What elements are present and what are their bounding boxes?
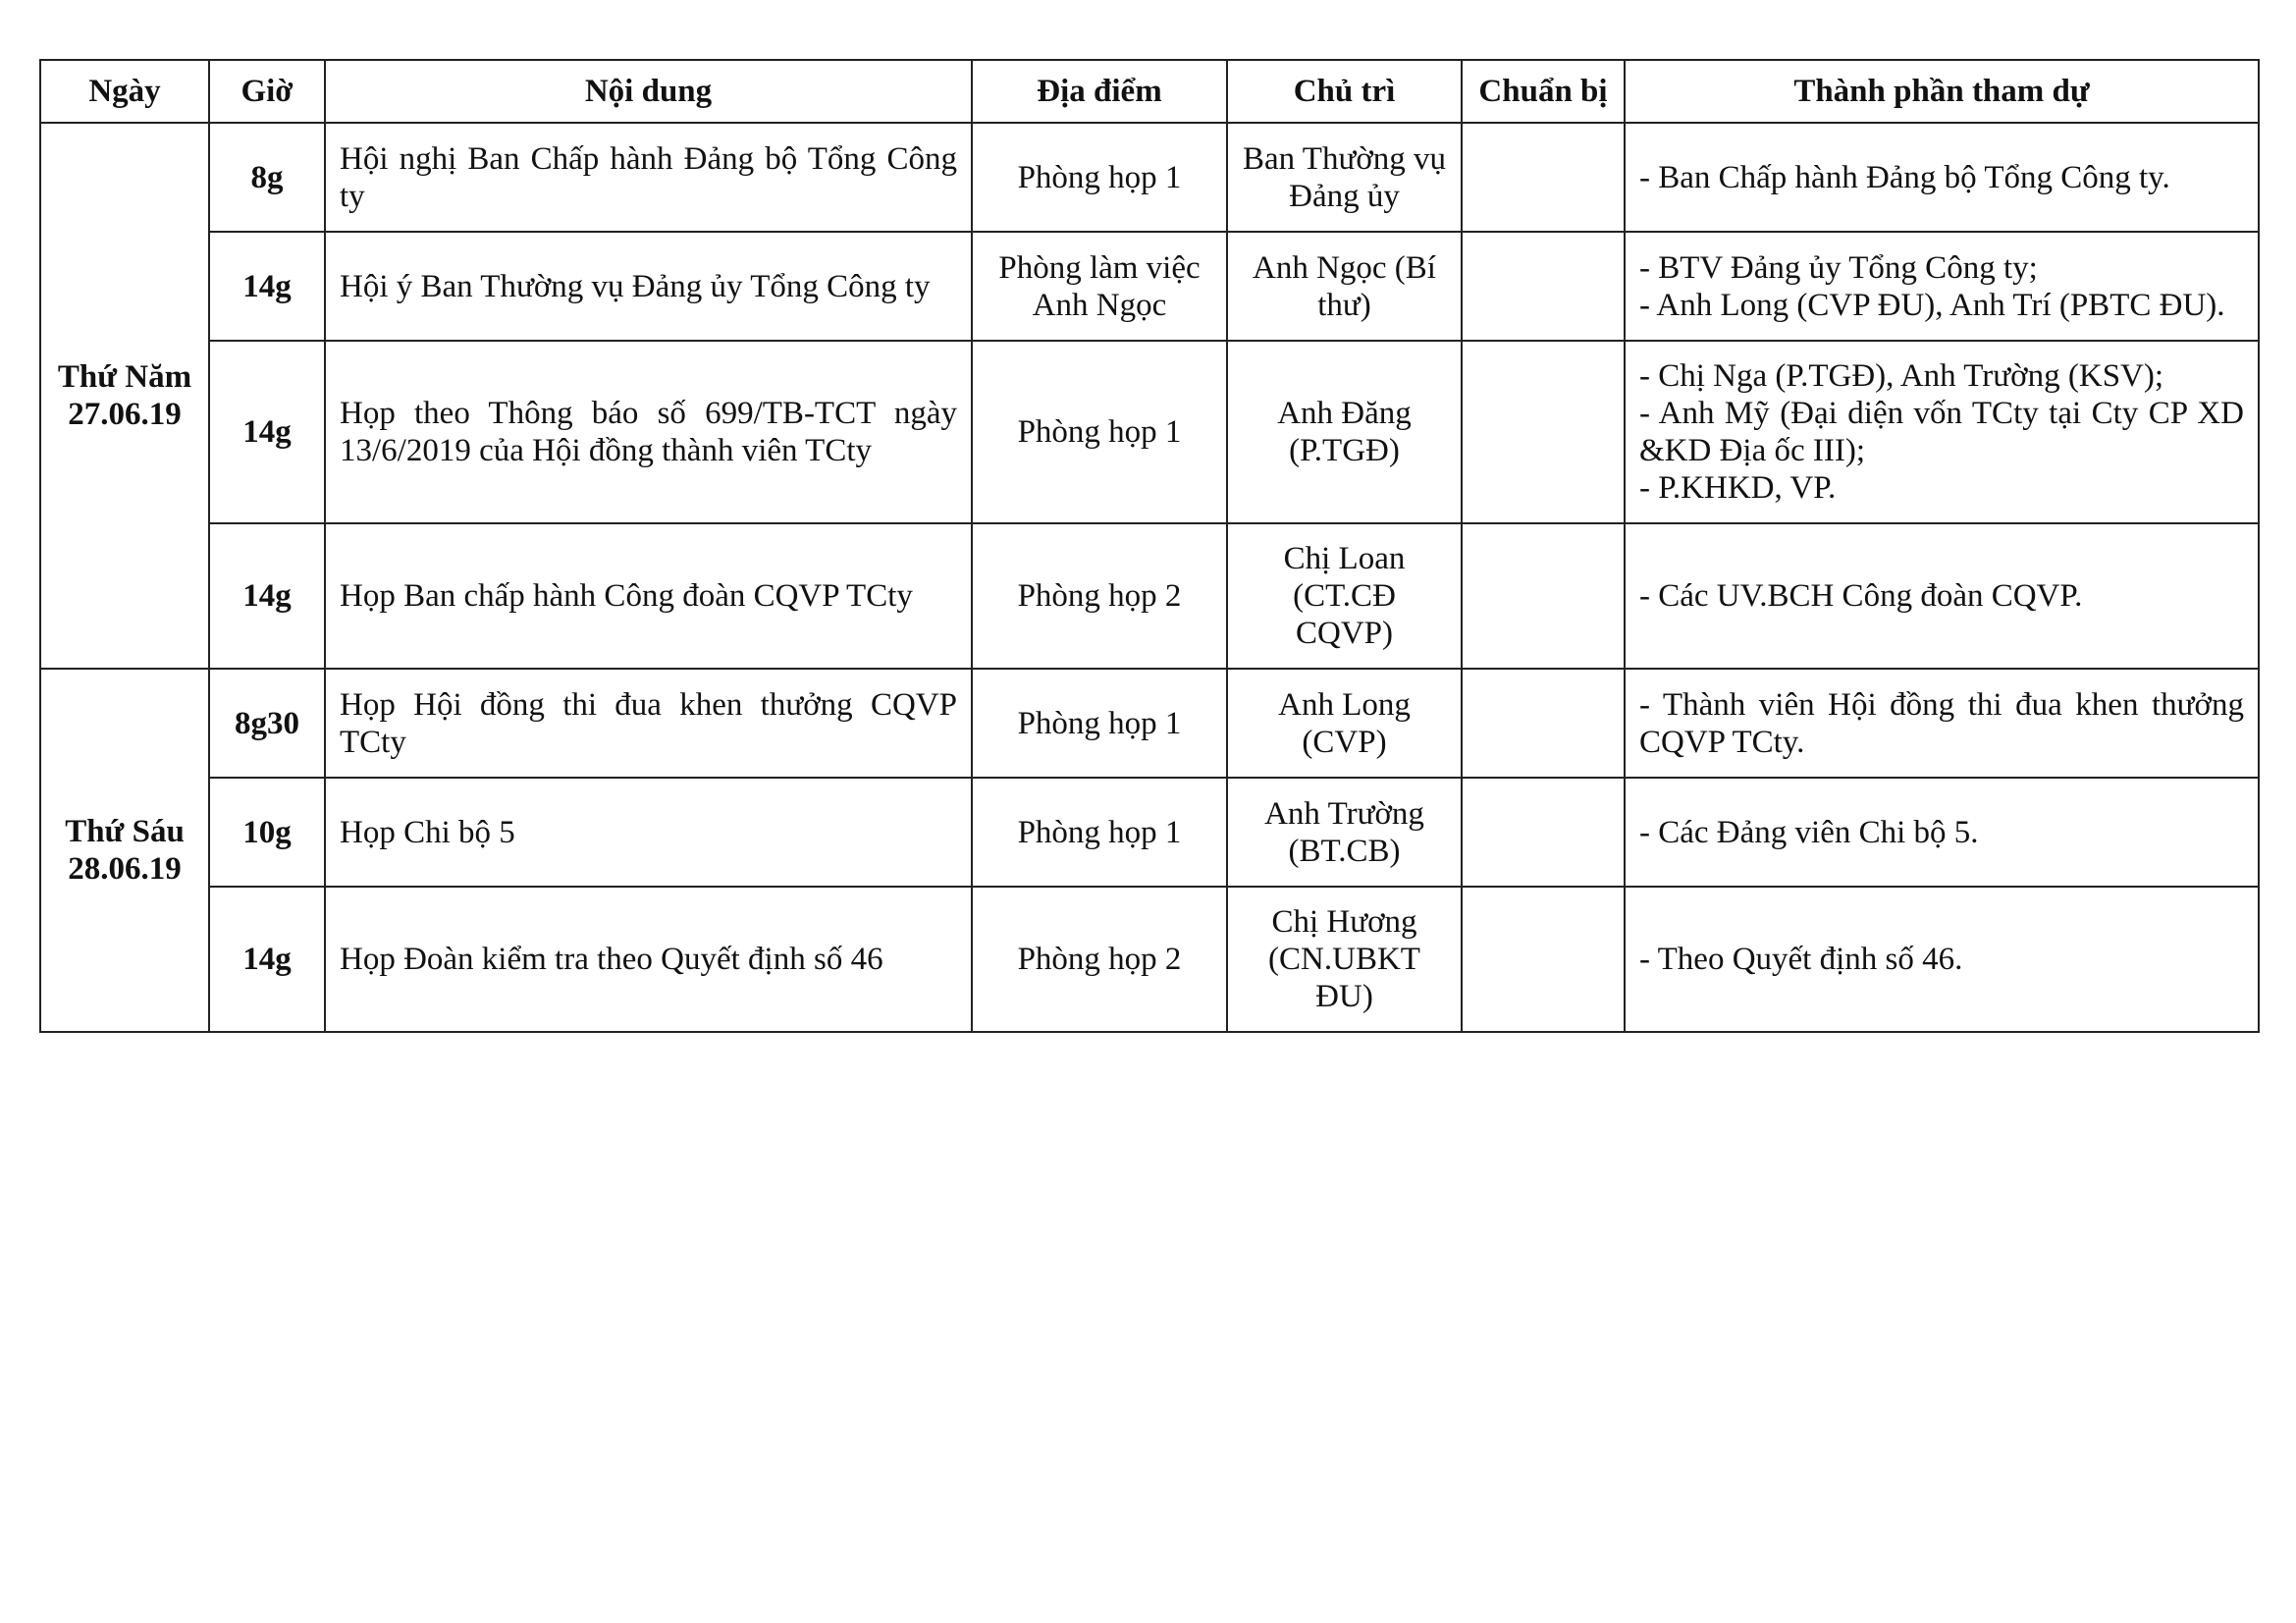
attendee-line: - BTV Đảng ủy Tổng Công ty; [1639, 249, 2038, 286]
table-row [40, 778, 2259, 887]
attendee-line: - Ban Chấp hành Đảng bộ Tổng Công ty. [1639, 159, 2170, 195]
host-cell: Chị Loan (CT.CĐ CQVP) [1227, 523, 1462, 669]
prep-cell [1462, 232, 1625, 341]
attendee-line: - Anh Mỹ (Đại diện vốn TCty tại Cty CP XD &KD Địa ốc III); [1639, 396, 2244, 468]
attendees-cell [1625, 778, 2259, 887]
day-name: Thứ Năm [57, 359, 192, 395]
prep-cell [1462, 669, 1625, 778]
time-cell: 14g [209, 523, 325, 669]
prep-cell [1462, 123, 1625, 232]
day-cell [40, 669, 209, 1032]
time-cell: 14g [209, 232, 325, 341]
header-row [40, 60, 2259, 123]
header-prep: Chuẩn bị [1462, 60, 1625, 123]
header-time: Giờ [209, 60, 325, 123]
attendees-cell [1625, 669, 2259, 778]
host-cell: Chị Hương (CN.UBKT ĐU) [1227, 887, 1462, 1032]
table-row [40, 523, 2259, 669]
host-cell: Anh Trường (BT.CB) [1227, 778, 1462, 887]
attendee-line: - Anh Long (CVP ĐU), Anh Trí (PBTC ĐU). [1639, 287, 2225, 323]
day-date: 28.06.19 [68, 851, 182, 887]
content-cell: Họp theo Thông báo số 699/TB-TCT ngày 13/6/2019 của Hội đồng thành viên TCty [325, 341, 972, 523]
time-cell: 8g [209, 123, 325, 232]
place-cell: Phòng họp 1 [972, 123, 1227, 232]
table-row [40, 232, 2259, 341]
place-cell: Phòng họp 1 [972, 778, 1227, 887]
time-cell: 14g [209, 887, 325, 1032]
place-cell: Phòng họp 1 [972, 341, 1227, 523]
schedule-table [39, 59, 2260, 1033]
attendee-line: - Các UV.BCH Công đoàn CQVP. [1639, 578, 2083, 614]
header-content: Nội dung [325, 60, 972, 123]
content-cell: Họp Hội đồng thi đua khen thưởng CQVP TCty [325, 669, 972, 778]
day-date: 27.06.19 [68, 397, 182, 432]
table-row [40, 341, 2259, 523]
time-cell: 10g [209, 778, 325, 887]
place-cell: Phòng họp 1 [972, 669, 1227, 778]
time-cell: 14g [209, 341, 325, 523]
attendees-cell [1625, 341, 2259, 523]
header-day: Ngày [40, 60, 209, 123]
table-row [40, 123, 2259, 232]
prep-cell [1462, 778, 1625, 887]
attendee-line: - Các Đảng viên Chi bộ 5. [1639, 814, 1979, 850]
place-cell: Phòng làm việc Anh Ngọc [972, 232, 1227, 341]
attendee-line: - P.KHKD, VP. [1639, 470, 1837, 506]
header-attendees: Thành phần tham dự [1625, 60, 2259, 123]
attendees-cell [1625, 123, 2259, 232]
content-cell: Hội ý Ban Thường vụ Đảng ủy Tổng Công ty [325, 232, 972, 341]
host-cell: Anh Đăng (P.TGĐ) [1227, 341, 1462, 523]
content-cell: Họp Chi bộ 5 [325, 778, 972, 887]
attendee-line: - Chị Nga (P.TGĐ), Anh Trường (KSV); [1639, 358, 2164, 394]
place-cell: Phòng họp 2 [972, 887, 1227, 1032]
content-cell: Họp Ban chấp hành Công đoàn CQVP TCty [325, 523, 972, 669]
content-cell: Hội nghị Ban Chấp hành Đảng bộ Tổng Công ty [325, 123, 972, 232]
attendees-cell [1625, 887, 2259, 1032]
header-host: Chủ trì [1227, 60, 1462, 123]
prep-cell [1462, 887, 1625, 1032]
table-row [40, 669, 2259, 778]
day-cell [40, 123, 209, 669]
table-row [40, 887, 2259, 1032]
attendees-cell [1625, 523, 2259, 669]
host-cell: Anh Ngọc (Bí thư) [1227, 232, 1462, 341]
prep-cell [1462, 341, 1625, 523]
attendee-line: - Theo Quyết định số 46. [1639, 942, 1963, 977]
host-cell: Ban Thường vụ Đảng ủy [1227, 123, 1462, 232]
header-place: Địa điểm [972, 60, 1227, 123]
host-cell: Anh Long (CVP) [1227, 669, 1462, 778]
attendee-line: - Thành viên Hội đồng thi đua khen thưởng CQVP TCty. [1639, 686, 2244, 760]
attendees-cell [1625, 232, 2259, 341]
prep-cell [1462, 523, 1625, 669]
day-name: Thứ Sáu [65, 814, 185, 849]
place-cell: Phòng họp 2 [972, 523, 1227, 669]
time-cell: 8g30 [209, 669, 325, 778]
content-cell: Họp Đoàn kiểm tra theo Quyết định số 46 [325, 887, 972, 1032]
